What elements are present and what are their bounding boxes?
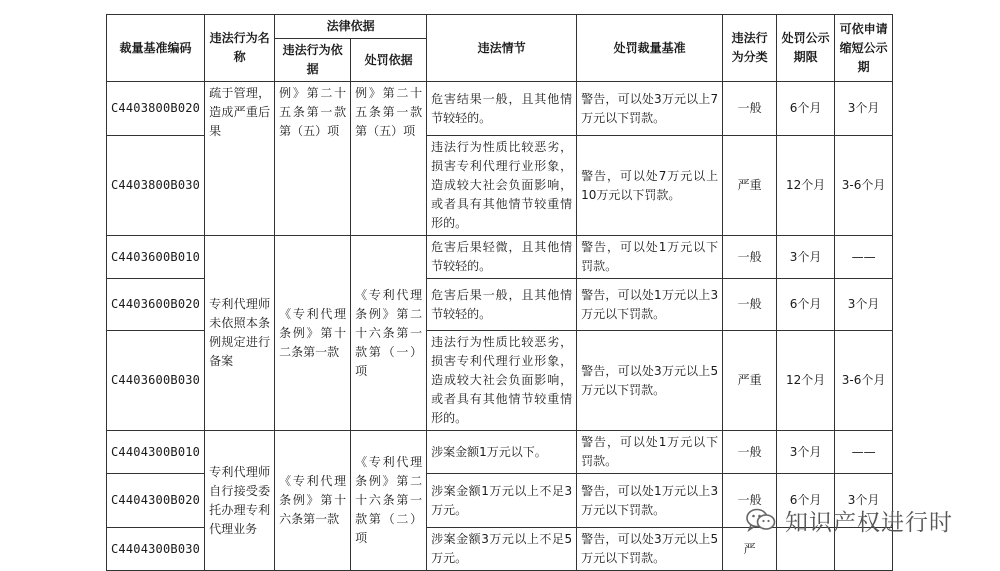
table-row — [107, 82, 893, 136]
code-cell: C4404300B020 — [107, 474, 205, 528]
benchmark-cell: 警告，可以处7万元以上10万元以下罚款。 — [577, 136, 723, 236]
circumstance-cell: 危害后果轻微，且其他情节较轻的。 — [427, 236, 577, 279]
shorten-cell: —— — [835, 236, 893, 279]
publicity-cell: 3个月 — [777, 431, 835, 474]
publicity-cell: 3个月 — [777, 236, 835, 279]
circumstance-cell: 涉案金额1万元以下。 — [427, 431, 577, 474]
code-cell: C4403800B030 — [107, 136, 205, 236]
shorten-cell: 3个月 — [835, 474, 893, 528]
category-cell: 一般 — [723, 279, 777, 331]
circumstance-cell: 涉案金额1万元以上不足3万元。 — [427, 474, 577, 528]
circumstance-cell: 危害后果一般，且其他情节较轻的。 — [427, 279, 577, 331]
behavior-name-cell: 专利代理师未依照本条例规定进行备案 — [205, 236, 275, 431]
category-cell: 一般 — [723, 474, 777, 528]
category-cell: 一般 — [723, 236, 777, 279]
code-cell: C4403600B030 — [107, 331, 205, 431]
behavior-basis-cell: 《专利代理条例》第十六条第一款 — [275, 431, 351, 571]
benchmark-cell: 警告，可以处1万元以下罚款。 — [577, 236, 723, 279]
circumstance-cell: 违法行为性质比较恶劣，损害专利代理行业形象，造成较大社会负面影响，或者具有其他情节较重情形的。 — [427, 136, 577, 236]
benchmark-cell: 警告，可以处1万元以上3万元以下罚款。 — [577, 279, 723, 331]
publicity-cell: 12个月 — [777, 331, 835, 431]
code-cell: C4403600B010 — [107, 236, 205, 279]
table-row — [107, 236, 893, 279]
header-category: 违法行为分类 — [723, 15, 777, 82]
penalty-basis-cell: 《专利代理条例》第二十六条第一款第（一）项 — [351, 236, 427, 431]
benchmark-cell: 警告，可以处1万元以下罚款。 — [577, 431, 723, 474]
watermark — [745, 503, 953, 537]
publicity-cell: 12个月 — [777, 136, 835, 236]
code-cell: C4404300B030 — [107, 528, 205, 571]
benchmark-cell: 警告，可以处3万元以上5万元以下罚款。 — [577, 331, 723, 431]
category-cell: 严重 — [723, 136, 777, 236]
category-cell: 严重 — [723, 331, 777, 431]
category-cell: 一般 — [723, 82, 777, 136]
penalty-basis-cell: 例》第二十五条第一款第（五）项 — [351, 82, 427, 236]
shorten-cell: 3-6个月 — [835, 136, 893, 236]
code-cell: C4403600B020 — [107, 279, 205, 331]
circumstance-cell: 违法行为性质比较恶劣，损害专利代理行业形象，造成较大社会负面影响，或者具有其他情节较重情形的。 — [427, 331, 577, 431]
penalty-benchmark-table — [106, 14, 893, 571]
publicity-cell: 6个月 — [777, 82, 835, 136]
wechat-icon — [745, 507, 777, 533]
behavior-basis-cell: 《专利代理条例》第十二条第一款 — [275, 236, 351, 431]
shorten-cell: 3-6个月 — [835, 331, 893, 431]
watermark-text: 知识产权进行时 — [785, 509, 953, 536]
behavior-basis-cell: 例》第二十五条第一款第（五）项 — [275, 82, 351, 236]
header-shorten: 可依申请缩短公示期 — [835, 15, 893, 82]
shorten-cell: —— — [835, 431, 893, 474]
publicity-cell: 6个月 — [777, 279, 835, 331]
header-behavior-basis: 违法行为依据 — [275, 39, 351, 82]
penalty-basis-cell: 《专利代理条例》第二十六条第一款第（二）项 — [351, 431, 427, 571]
category-cell: 一般 — [723, 431, 777, 474]
header-code: 裁量基准编码 — [107, 15, 205, 82]
benchmark-cell: 警告，可以处3万元以上5万元以下罚款。 — [577, 528, 723, 571]
behavior-name-cell: 疏于管理，造成严重后果 — [205, 82, 275, 236]
table-row — [107, 431, 893, 474]
shorten-cell: 3个月 — [835, 279, 893, 331]
circumstance-cell: 涉案金额3万元以上不足5万元。 — [427, 528, 577, 571]
header-legal-basis: 法律依据 — [275, 15, 427, 39]
header-publicity: 处罚公示期限 — [777, 15, 835, 82]
header-penalty-basis: 处罚依据 — [351, 39, 427, 82]
benchmark-cell: 警告，可以处3万元以上7万元以下罚款。 — [577, 82, 723, 136]
benchmark-cell: 警告，可以处1万元以上3万元以下罚款。 — [577, 474, 723, 528]
shorten-cell: 3个月 — [835, 82, 893, 136]
circumstance-cell: 危害结果一般，且其他情节较轻的。 — [427, 82, 577, 136]
code-cell: C4404300B010 — [107, 431, 205, 474]
category-cell: 严 — [723, 528, 777, 571]
header-circumstance: 违法情节 — [427, 15, 577, 82]
behavior-name-cell: 专利代理师自行接受委托办理专利代理业务 — [205, 431, 275, 571]
publicity-cell: 6个月 — [777, 474, 835, 528]
header-behavior-name: 违法行为名称 — [205, 15, 275, 82]
header-benchmark: 处罚裁量基准 — [577, 15, 723, 82]
code-cell: C4403800B020 — [107, 82, 205, 136]
